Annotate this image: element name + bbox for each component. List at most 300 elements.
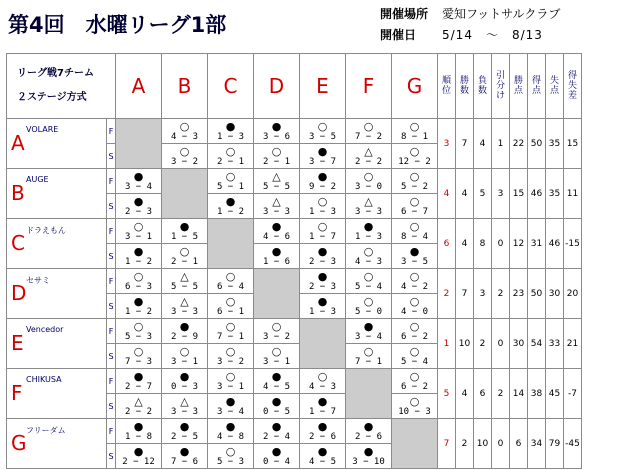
result-mark: ● bbox=[271, 220, 282, 233]
result-d-vs-a-stage-2 bbox=[116, 294, 162, 319]
team-name: セサミ bbox=[26, 276, 50, 285]
result-mark: ● bbox=[225, 195, 236, 208]
result-b-vs-e-stage-2 bbox=[300, 194, 346, 219]
result-c-vs-f-stage-1 bbox=[346, 219, 392, 244]
result-mark: ● bbox=[317, 395, 328, 408]
stat-goals-for: 38 bbox=[528, 369, 546, 419]
result-f-vs-g-stage-1 bbox=[392, 369, 438, 394]
stat-goals-for: 50 bbox=[528, 119, 546, 169]
result-mark: ● bbox=[133, 195, 144, 208]
result-c-vs-g-stage-1 bbox=[392, 219, 438, 244]
stat-goals-against: 30 bbox=[546, 269, 564, 319]
match-score: 3 − 4 bbox=[216, 407, 245, 417]
result-mark: ● bbox=[133, 170, 144, 183]
team-name: AUGE bbox=[26, 175, 49, 184]
match-score: 3 − 1 bbox=[124, 232, 153, 242]
team-header-a bbox=[7, 119, 107, 169]
match-score: 2 − 4 bbox=[262, 432, 291, 442]
match-score: 5 − 4 bbox=[400, 357, 429, 367]
result-mark: ○ bbox=[179, 145, 190, 158]
match-score: 5 − 4 bbox=[354, 282, 383, 292]
result-mark: ○ bbox=[363, 295, 374, 308]
result-b-vs-e-stage-1 bbox=[300, 169, 346, 194]
result-mark: △ bbox=[364, 145, 373, 158]
result-mark: ● bbox=[317, 245, 328, 258]
result-mark: ○ bbox=[271, 320, 282, 333]
result-mark: △ bbox=[272, 170, 281, 183]
result-g-vs-f-stage-2 bbox=[346, 444, 392, 469]
format-line-1: リーグ戦7チーム bbox=[17, 68, 94, 79]
result-d-vs-a-stage-1 bbox=[116, 269, 162, 294]
stat-losses: 6 bbox=[474, 369, 492, 419]
stat-points: 23 bbox=[510, 269, 528, 319]
result-mark: ● bbox=[271, 420, 282, 433]
stat-wins: 2 bbox=[456, 419, 474, 469]
match-score: 2 − 2 bbox=[354, 157, 383, 167]
match-score: 2 − 6 bbox=[354, 432, 383, 442]
stat-losses: 3 bbox=[474, 269, 492, 319]
match-score: 8 − 1 bbox=[400, 132, 429, 142]
stat-rank: 4 bbox=[438, 169, 456, 219]
result-mark: ● bbox=[363, 320, 374, 333]
result-c-vs-a-stage-2 bbox=[116, 244, 162, 269]
match-score: 2 − 3 bbox=[308, 282, 337, 292]
match-score: 3 − 5 bbox=[400, 257, 429, 267]
result-mark: ○ bbox=[225, 320, 236, 333]
league-table bbox=[6, 53, 582, 469]
result-mark: ● bbox=[317, 270, 328, 283]
result-mark: ○ bbox=[409, 195, 420, 208]
result-b-vs-a-stage-2 bbox=[116, 194, 162, 219]
self-match-cell bbox=[116, 119, 162, 169]
stat-goal-diff: -7 bbox=[564, 369, 582, 419]
match-score: 3 − 2 bbox=[262, 332, 291, 342]
match-score: 8 − 4 bbox=[400, 232, 429, 242]
result-d-vs-f-stage-2 bbox=[346, 294, 392, 319]
stat-losses: 2 bbox=[474, 319, 492, 369]
result-mark: △ bbox=[180, 295, 189, 308]
result-d-vs-c-stage-2 bbox=[208, 294, 254, 319]
result-mark: ○ bbox=[409, 345, 420, 358]
result-d-vs-c-stage-1 bbox=[208, 269, 254, 294]
match-score: 10 − 3 bbox=[398, 407, 431, 417]
result-f-vs-e-stage-2 bbox=[300, 394, 346, 419]
result-mark: ● bbox=[363, 445, 374, 458]
stat-goal-diff: -45 bbox=[564, 419, 582, 469]
match-score: 6 − 2 bbox=[400, 382, 429, 392]
result-g-vs-a-stage-1 bbox=[116, 419, 162, 444]
result-mark: ● bbox=[271, 445, 282, 458]
stat-losses: 5 bbox=[474, 169, 492, 219]
team-header-d bbox=[7, 269, 107, 319]
stat-rank: 6 bbox=[438, 219, 456, 269]
team-name: ドラえもん bbox=[26, 226, 66, 235]
result-d-vs-f-stage-1 bbox=[346, 269, 392, 294]
result-e-vs-c-stage-1 bbox=[208, 319, 254, 344]
match-score: 1 − 7 bbox=[308, 407, 337, 417]
team-letter: A bbox=[11, 131, 25, 155]
result-a-vs-b-stage-1 bbox=[162, 119, 208, 144]
stat-header-rank: 順 位 bbox=[438, 54, 456, 119]
period-value: 5/14 〜 8/13 bbox=[442, 28, 543, 42]
result-e-vs-f-stage-2 bbox=[346, 344, 392, 369]
stat-points: 14 bbox=[510, 369, 528, 419]
match-score: 3 − 3 bbox=[262, 207, 291, 217]
match-score: 4 − 3 bbox=[354, 257, 383, 267]
match-score: 3 − 1 bbox=[170, 357, 199, 367]
match-score: 1 − 7 bbox=[308, 232, 337, 242]
result-e-vs-d-stage-2 bbox=[254, 344, 300, 369]
result-mark: ○ bbox=[271, 345, 282, 358]
stat-goals-against: 45 bbox=[546, 369, 564, 419]
team-row-f-stage-1 bbox=[7, 369, 582, 394]
result-f-vs-c-stage-1 bbox=[208, 369, 254, 394]
stat-points: 22 bbox=[510, 119, 528, 169]
result-c-vs-b-stage-1 bbox=[162, 219, 208, 244]
stat-goals-against: 46 bbox=[546, 219, 564, 269]
stat-points: 12 bbox=[510, 219, 528, 269]
team-header-c bbox=[7, 219, 107, 269]
period-label: 開催日 bbox=[380, 28, 417, 42]
stat-goal-diff: 11 bbox=[564, 169, 582, 219]
match-score: 3 − 0 bbox=[354, 182, 383, 192]
result-c-vs-d-stage-1 bbox=[254, 219, 300, 244]
stat-header-goals-for: 得 点 bbox=[528, 54, 546, 119]
result-f-vs-c-stage-2 bbox=[208, 394, 254, 419]
match-score: 2 − 3 bbox=[308, 257, 337, 267]
result-mark: ○ bbox=[409, 395, 420, 408]
result-mark: ○ bbox=[363, 245, 374, 258]
page-title: 第4回 水曜リーグ1部 bbox=[8, 13, 227, 37]
result-mark: ○ bbox=[409, 295, 420, 308]
result-f-vs-a-stage-1 bbox=[116, 369, 162, 394]
result-e-vs-a-stage-1 bbox=[116, 319, 162, 344]
team-header-e bbox=[7, 319, 107, 369]
result-mark: ○ bbox=[317, 370, 328, 383]
column-header-a: A bbox=[116, 54, 162, 119]
result-a-vs-f-stage-2 bbox=[346, 144, 392, 169]
match-score: 7 − 2 bbox=[354, 132, 383, 142]
result-d-vs-b-stage-1 bbox=[162, 269, 208, 294]
stage-label: S bbox=[107, 244, 116, 269]
result-c-vs-e-stage-2 bbox=[300, 244, 346, 269]
result-c-vs-a-stage-1 bbox=[116, 219, 162, 244]
stage-label: F bbox=[107, 219, 116, 244]
stat-wins: 7 bbox=[456, 269, 474, 319]
team-header-b bbox=[7, 169, 107, 219]
result-c-vs-f-stage-2 bbox=[346, 244, 392, 269]
match-score: 1 − 3 bbox=[216, 132, 245, 142]
result-mark: ● bbox=[225, 120, 236, 133]
match-score: 6 − 3 bbox=[124, 282, 153, 292]
result-e-vs-f-stage-1 bbox=[346, 319, 392, 344]
result-e-vs-b-stage-2 bbox=[162, 344, 208, 369]
result-mark: ○ bbox=[317, 195, 328, 208]
match-score: 4 − 2 bbox=[400, 282, 429, 292]
stat-rank: 5 bbox=[438, 369, 456, 419]
stat-header-goal-diff: 得 失 差 bbox=[564, 54, 582, 119]
stat-rank: 3 bbox=[438, 119, 456, 169]
result-mark: ○ bbox=[225, 345, 236, 358]
match-score: 6 − 1 bbox=[216, 307, 245, 317]
stage-label: F bbox=[107, 169, 116, 194]
result-mark: ○ bbox=[179, 345, 190, 358]
stat-draws: 0 bbox=[492, 319, 510, 369]
stat-goals-for: 54 bbox=[528, 319, 546, 369]
team-row-d-stage-1 bbox=[7, 269, 582, 294]
match-score: 7 − 6 bbox=[170, 457, 199, 467]
result-mark: ● bbox=[317, 170, 328, 183]
match-score: 2 − 9 bbox=[170, 332, 199, 342]
team-row-c-stage-1 bbox=[7, 219, 582, 244]
result-f-vs-e-stage-1 bbox=[300, 369, 346, 394]
result-g-vs-d-stage-2 bbox=[254, 444, 300, 469]
result-mark: ○ bbox=[225, 145, 236, 158]
result-d-vs-g-stage-1 bbox=[392, 269, 438, 294]
self-match-cell bbox=[208, 219, 254, 269]
team-row-e-stage-1 bbox=[7, 319, 582, 344]
venue-value: 愛知フットサルクラブ bbox=[442, 7, 561, 21]
result-a-vs-c-stage-1 bbox=[208, 119, 254, 144]
result-mark: △ bbox=[364, 195, 373, 208]
result-f-vs-d-stage-2 bbox=[254, 394, 300, 419]
result-mark: ○ bbox=[317, 120, 328, 133]
stat-losses: 8 bbox=[474, 219, 492, 269]
match-score: 3 − 3 bbox=[354, 207, 383, 217]
team-row-b-stage-1 bbox=[7, 169, 582, 194]
result-mark: ● bbox=[225, 420, 236, 433]
result-mark: ● bbox=[271, 395, 282, 408]
result-c-vs-d-stage-2 bbox=[254, 244, 300, 269]
match-score: 5 − 5 bbox=[170, 282, 199, 292]
stage-label: F bbox=[107, 319, 116, 344]
match-score: 3 − 7 bbox=[308, 157, 337, 167]
result-mark: ● bbox=[133, 245, 144, 258]
result-mark: ● bbox=[179, 220, 190, 233]
match-score: 4 − 6 bbox=[262, 232, 291, 242]
stat-header-goals-against: 失 点 bbox=[546, 54, 564, 119]
team-letter: B bbox=[11, 181, 25, 205]
result-mark: ○ bbox=[409, 370, 420, 383]
venue-label: 開催場所 bbox=[380, 7, 429, 21]
result-mark: ○ bbox=[317, 220, 328, 233]
result-mark: ○ bbox=[133, 270, 144, 283]
stage-label: S bbox=[107, 144, 116, 169]
stat-goals-for: 50 bbox=[528, 269, 546, 319]
match-score: 0 − 5 bbox=[262, 407, 291, 417]
stat-header-losses: 負 数 bbox=[474, 54, 492, 119]
stat-points: 30 bbox=[510, 319, 528, 369]
match-score: 3 − 1 bbox=[216, 382, 245, 392]
result-mark: ● bbox=[317, 145, 328, 158]
match-score: 7 − 3 bbox=[124, 357, 153, 367]
result-mark: ○ bbox=[363, 120, 374, 133]
result-d-vs-b-stage-2 bbox=[162, 294, 208, 319]
stat-rank: 2 bbox=[438, 269, 456, 319]
result-mark: ● bbox=[133, 420, 144, 433]
stat-rank: 7 bbox=[438, 419, 456, 469]
stat-header-points: 勝 点 bbox=[510, 54, 528, 119]
match-score: 2 − 12 bbox=[122, 457, 155, 467]
match-score: 2 − 6 bbox=[308, 432, 337, 442]
match-score: 2 − 1 bbox=[262, 157, 291, 167]
result-mark: ○ bbox=[409, 220, 420, 233]
table-body bbox=[7, 119, 582, 469]
match-score: 3 − 4 bbox=[124, 182, 153, 192]
stat-draws: 2 bbox=[492, 369, 510, 419]
match-score: 2 − 2 bbox=[124, 407, 153, 417]
result-mark: ○ bbox=[409, 120, 420, 133]
stat-goals-against: 79 bbox=[546, 419, 564, 469]
match-score: 1 − 2 bbox=[124, 257, 153, 267]
stage-label: S bbox=[107, 444, 116, 469]
match-score: 4 − 0 bbox=[400, 307, 429, 317]
stat-losses: 4 bbox=[474, 119, 492, 169]
stat-points: 15 bbox=[510, 169, 528, 219]
result-f-vs-b-stage-1 bbox=[162, 369, 208, 394]
team-name: フリーダム bbox=[26, 426, 66, 435]
result-mark: ○ bbox=[271, 145, 282, 158]
team-letter: C bbox=[11, 231, 25, 255]
result-a-vs-c-stage-2 bbox=[208, 144, 254, 169]
result-mark: ○ bbox=[225, 370, 236, 383]
result-mark: ● bbox=[179, 445, 190, 458]
match-score: 1 − 3 bbox=[308, 307, 337, 317]
result-a-vs-g-stage-1 bbox=[392, 119, 438, 144]
result-e-vs-g-stage-2 bbox=[392, 344, 438, 369]
team-row-g-stage-1 bbox=[7, 419, 582, 444]
match-score: 5 − 0 bbox=[354, 307, 383, 317]
stat-goal-diff: 15 bbox=[564, 119, 582, 169]
team-name: CHIKUSA bbox=[26, 375, 62, 384]
result-g-vs-b-stage-2 bbox=[162, 444, 208, 469]
result-mark: ● bbox=[179, 320, 190, 333]
result-a-vs-g-stage-2 bbox=[392, 144, 438, 169]
match-score: 4 − 8 bbox=[216, 432, 245, 442]
result-f-vs-d-stage-1 bbox=[254, 369, 300, 394]
result-mark: ○ bbox=[363, 270, 374, 283]
result-mark: ● bbox=[363, 420, 374, 433]
result-g-vs-b-stage-1 bbox=[162, 419, 208, 444]
result-mark: ○ bbox=[179, 120, 190, 133]
match-score: 3 − 1 bbox=[262, 357, 291, 367]
stat-losses: 10 bbox=[474, 419, 492, 469]
result-mark: ● bbox=[225, 395, 236, 408]
match-score: 1 − 3 bbox=[308, 207, 337, 217]
match-score: 3 − 10 bbox=[352, 457, 385, 467]
stat-wins: 7 bbox=[456, 119, 474, 169]
match-score: 2 − 1 bbox=[170, 257, 199, 267]
match-score: 12 − 2 bbox=[398, 157, 431, 167]
result-mark: ● bbox=[133, 445, 144, 458]
result-mark: ○ bbox=[409, 320, 420, 333]
stage-label: F bbox=[107, 369, 116, 394]
self-match-cell bbox=[300, 319, 346, 369]
result-b-vs-f-stage-2 bbox=[346, 194, 392, 219]
stat-goal-diff: -15 bbox=[564, 219, 582, 269]
result-mark: ● bbox=[363, 220, 374, 233]
result-b-vs-d-stage-2 bbox=[254, 194, 300, 219]
result-g-vs-c-stage-1 bbox=[208, 419, 254, 444]
column-header-d: D bbox=[254, 54, 300, 119]
result-f-vs-g-stage-2 bbox=[392, 394, 438, 419]
stat-wins: 4 bbox=[456, 169, 474, 219]
result-mark: ● bbox=[271, 370, 282, 383]
result-mark: ● bbox=[317, 445, 328, 458]
result-mark: △ bbox=[180, 270, 189, 283]
result-mark: ○ bbox=[225, 270, 236, 283]
result-mark: ○ bbox=[179, 245, 190, 258]
stage-label: S bbox=[107, 344, 116, 369]
team-name: VOLARE bbox=[26, 125, 59, 134]
result-mark: △ bbox=[272, 195, 281, 208]
result-mark: ● bbox=[179, 370, 190, 383]
result-d-vs-e-stage-2 bbox=[300, 294, 346, 319]
stat-goals-for: 34 bbox=[528, 419, 546, 469]
match-score: 1 − 6 bbox=[262, 257, 291, 267]
stage-label: F bbox=[107, 119, 116, 144]
match-score: 6 − 4 bbox=[216, 282, 245, 292]
match-score: 5 − 1 bbox=[216, 182, 245, 192]
stat-draws: 3 bbox=[492, 169, 510, 219]
result-mark: ● bbox=[317, 295, 328, 308]
format-line-2: ２ステージ方式 bbox=[17, 92, 87, 103]
result-a-vs-b-stage-2 bbox=[162, 144, 208, 169]
match-score: 4 − 3 bbox=[308, 382, 337, 392]
match-score: 5 − 3 bbox=[216, 457, 245, 467]
result-mark: ○ bbox=[225, 295, 236, 308]
match-score: 2 − 1 bbox=[216, 157, 245, 167]
result-b-vs-d-stage-1 bbox=[254, 169, 300, 194]
match-score: 0 − 3 bbox=[170, 382, 199, 392]
match-score: 1 − 3 bbox=[354, 232, 383, 242]
stat-rank: 1 bbox=[438, 319, 456, 369]
match-score: 1 − 8 bbox=[124, 432, 153, 442]
match-score: 1 − 2 bbox=[124, 307, 153, 317]
team-letter: G bbox=[11, 431, 27, 455]
result-f-vs-a-stage-2 bbox=[116, 394, 162, 419]
result-mark: ● bbox=[133, 370, 144, 383]
result-f-vs-b-stage-2 bbox=[162, 394, 208, 419]
stat-goals-against: 35 bbox=[546, 119, 564, 169]
self-match-cell bbox=[254, 269, 300, 319]
result-g-vs-f-stage-1 bbox=[346, 419, 392, 444]
self-match-cell bbox=[162, 169, 208, 219]
result-mark: ● bbox=[133, 295, 144, 308]
match-score: 4 − 3 bbox=[170, 132, 199, 142]
result-c-vs-e-stage-1 bbox=[300, 219, 346, 244]
stat-header-draws: 引 分 け bbox=[492, 54, 510, 119]
result-b-vs-g-stage-2 bbox=[392, 194, 438, 219]
match-score: 2 − 5 bbox=[170, 432, 199, 442]
result-b-vs-f-stage-1 bbox=[346, 169, 392, 194]
result-e-vs-g-stage-1 bbox=[392, 319, 438, 344]
team-letter: F bbox=[11, 381, 23, 405]
stat-goals-for: 46 bbox=[528, 169, 546, 219]
stat-points: 6 bbox=[510, 419, 528, 469]
column-header-f: F bbox=[346, 54, 392, 119]
result-g-vs-d-stage-1 bbox=[254, 419, 300, 444]
result-mark: ● bbox=[409, 245, 420, 258]
stat-draws: 0 bbox=[492, 219, 510, 269]
result-c-vs-b-stage-2 bbox=[162, 244, 208, 269]
match-score: 9 − 2 bbox=[308, 182, 337, 192]
self-match-cell bbox=[346, 369, 392, 419]
match-score: 1 − 5 bbox=[170, 232, 199, 242]
result-mark: ○ bbox=[409, 145, 420, 158]
match-score: 3 − 3 bbox=[170, 407, 199, 417]
result-e-vs-a-stage-2 bbox=[116, 344, 162, 369]
